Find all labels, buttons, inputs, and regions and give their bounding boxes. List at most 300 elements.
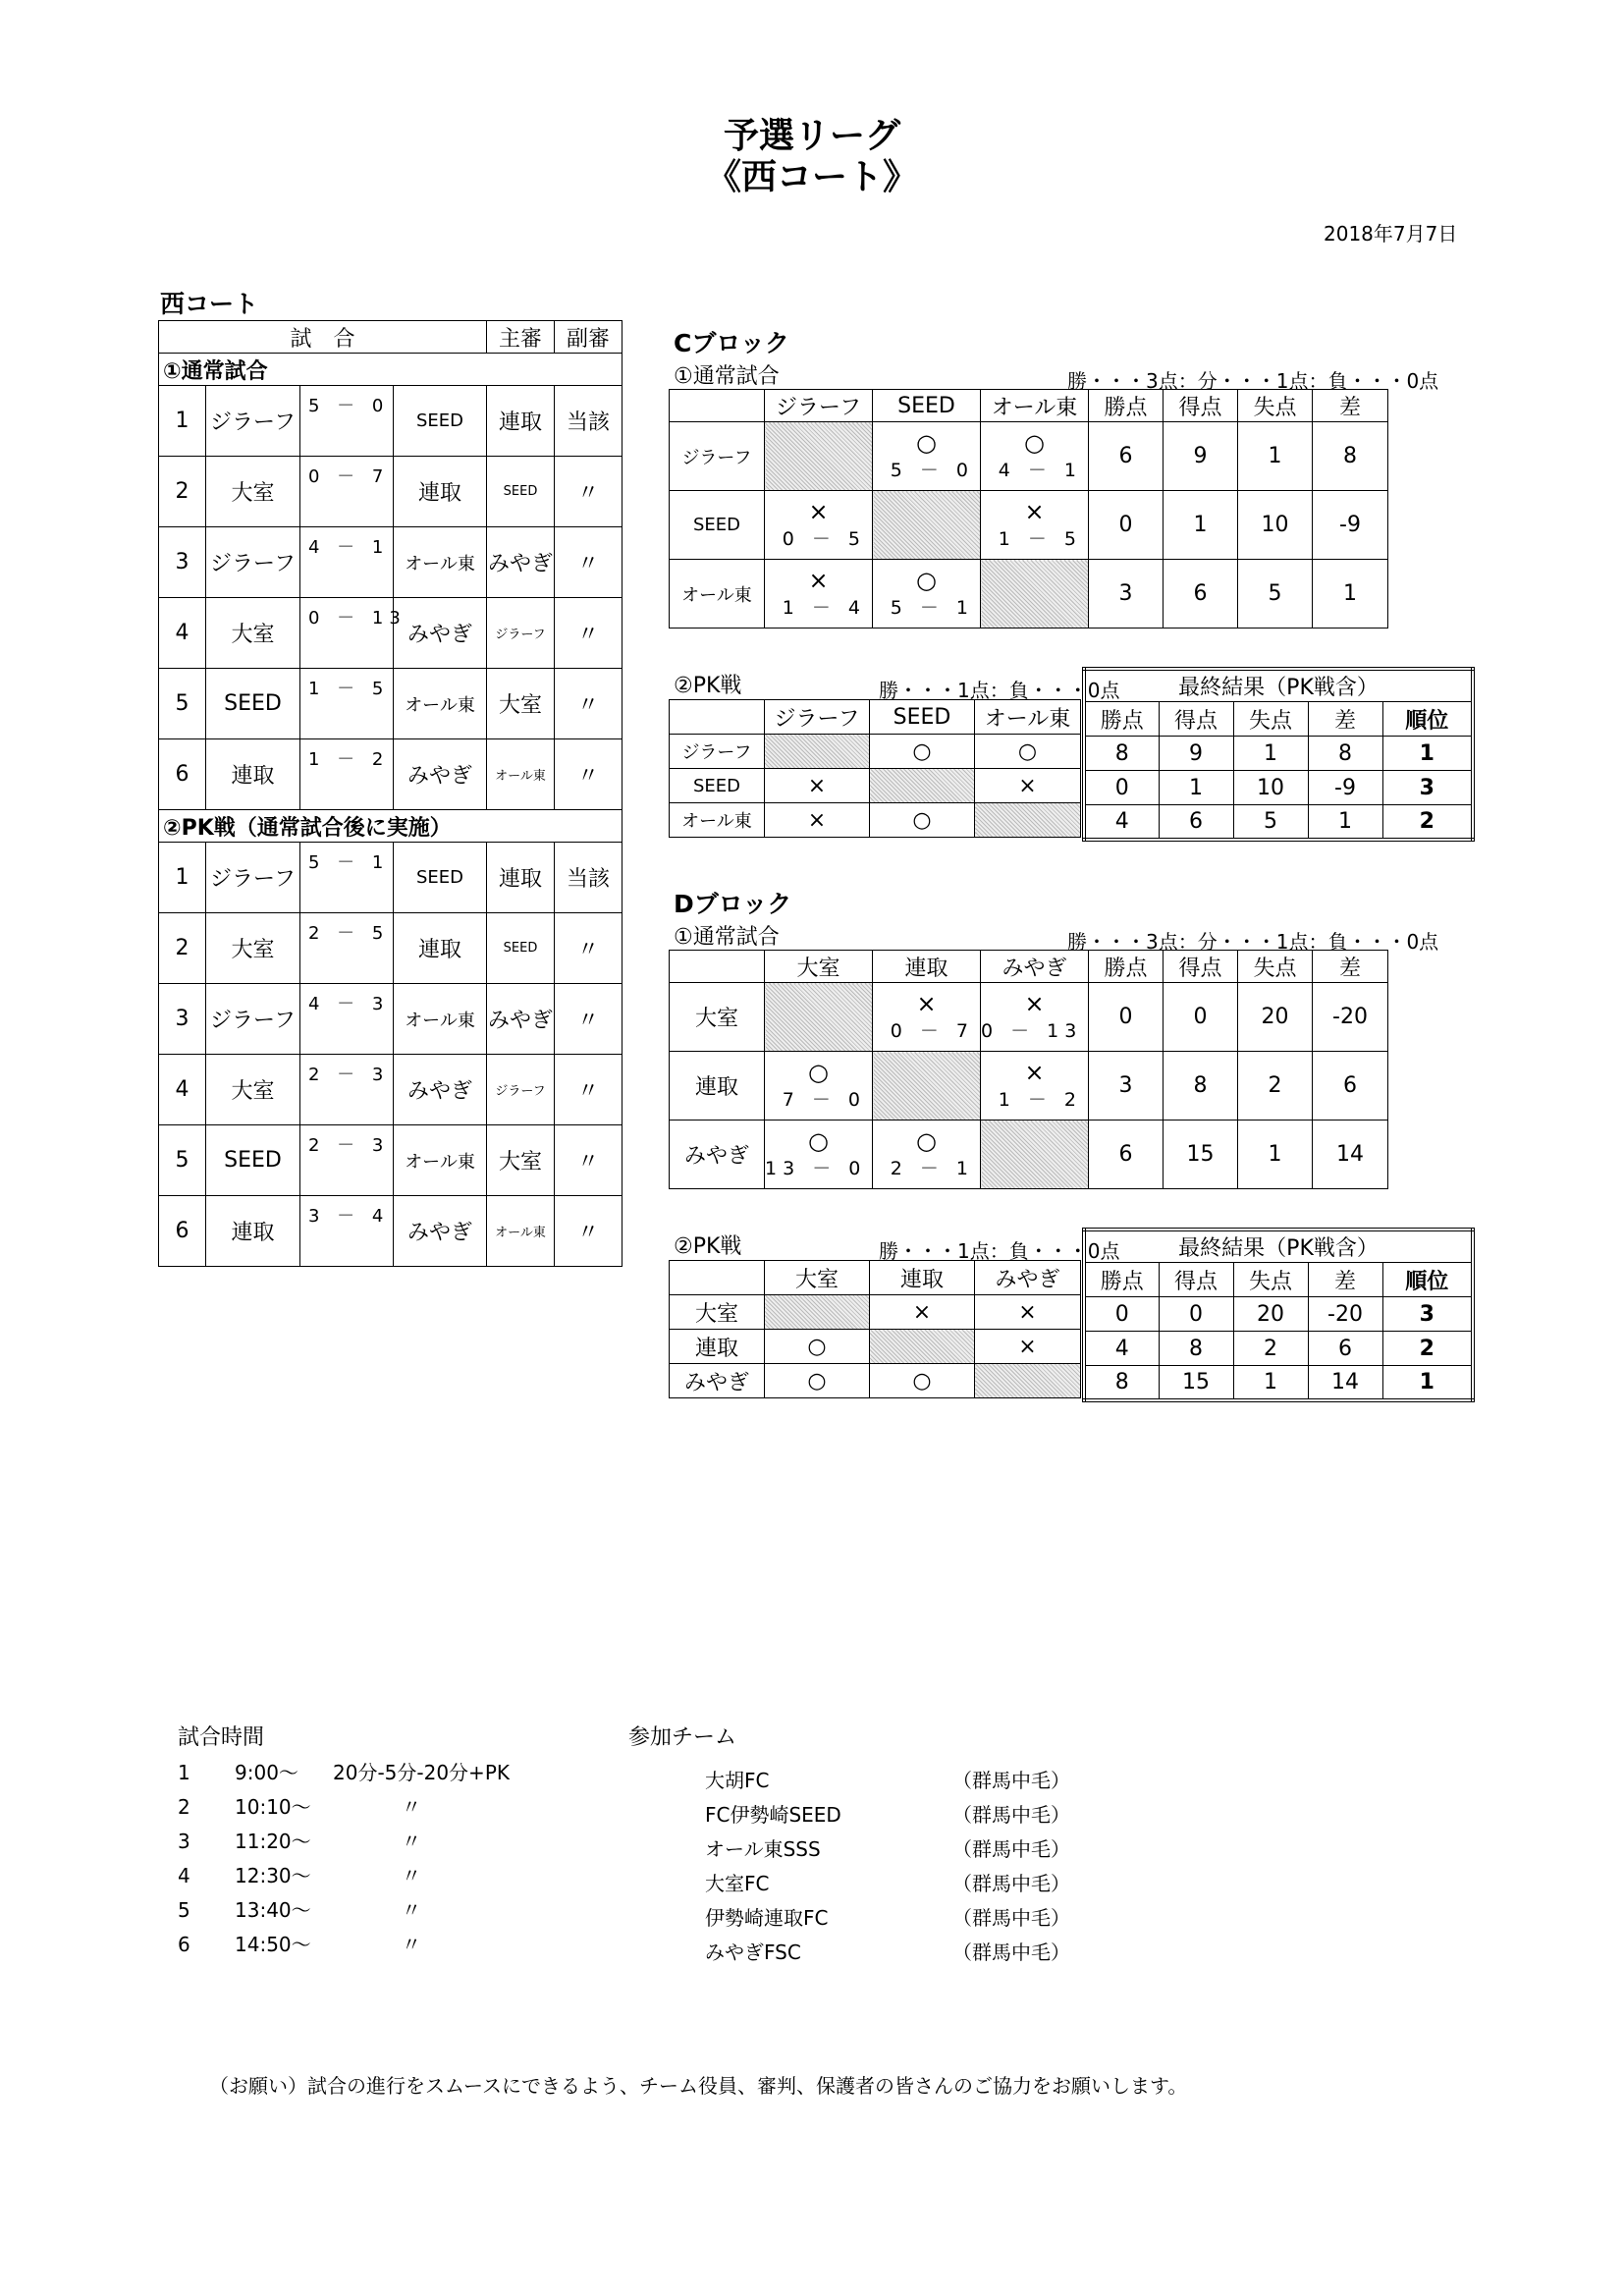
score-text: 5 － 0 (308, 396, 390, 416)
team-row (670, 560, 1388, 629)
home-team: SEED (206, 1125, 300, 1196)
referee: 連取 (487, 843, 555, 913)
document-date: 2018年7月7日 (1324, 222, 1458, 246)
stat-value: 0 (1089, 491, 1164, 560)
away-team: みやぎ (394, 1196, 487, 1267)
participants-heading: 参加チーム (628, 1725, 737, 1750)
page-subtitle: 《西コート》 (705, 157, 918, 197)
self-match-cell (870, 769, 975, 803)
stat-value: 3 (1089, 1052, 1164, 1121)
stat-column-header: 勝点 (1084, 1263, 1159, 1297)
rank-value: 3 (1382, 771, 1473, 805)
home-team: 大室 (206, 598, 300, 669)
result-cell (981, 422, 1089, 491)
result-cell (765, 560, 873, 629)
referee: 連取 (487, 386, 555, 457)
stat-value: 6 (1089, 422, 1164, 491)
stat-value: 2 (1238, 1052, 1313, 1121)
schedule-note: 〃 (402, 1795, 421, 1819)
referee: オール東 (487, 739, 555, 810)
team-row (670, 1121, 1388, 1189)
stat-value: 1 (1233, 1366, 1308, 1400)
match-number: 6 (159, 1196, 206, 1267)
away-team: オール東 (394, 669, 487, 739)
result-mark: ○ (765, 1364, 870, 1398)
assistant-referee: 〃 (555, 1125, 623, 1196)
match-row (159, 1196, 623, 1267)
stat-value: -20 (1313, 983, 1388, 1052)
footer-note: （お願い）試合の進行をスムースにできるよう、チーム役員、審判、保護者の皆さんのご協力をお願いします。 (209, 2074, 1188, 2098)
self-match-cell (975, 803, 1081, 838)
stat-value: 1 (1238, 1121, 1313, 1189)
match-score (300, 669, 394, 739)
result-score: 13 － 0 (765, 1158, 867, 1179)
schedule-number: 1 (178, 1761, 190, 1784)
score-text: 1 － 5 (308, 679, 390, 699)
team-row (670, 1295, 1081, 1330)
assistant-referee: 〃 (555, 457, 623, 527)
team-row (670, 1330, 1081, 1364)
final-result-row (1084, 1297, 1473, 1332)
score-text: 0 － 7 (308, 466, 390, 487)
participant-area: （群馬中毛） (952, 1941, 1070, 1964)
team-column-header: みやぎ (981, 951, 1089, 983)
schedule-row (178, 1859, 590, 1893)
stat-value: 8 (1308, 737, 1382, 771)
result-mark: ○ (916, 567, 937, 594)
stat-value: -9 (1308, 771, 1382, 805)
row-team-name: 連取 (670, 1052, 765, 1121)
home-team: 大室 (206, 913, 300, 984)
stat-value: 14 (1313, 1121, 1388, 1189)
result-mark: × (975, 1330, 1081, 1364)
schedule-row (178, 1893, 590, 1928)
final-result-row (1084, 737, 1473, 771)
pk-points-rule: 勝・・・1点：負・・・0点 (879, 679, 1120, 702)
result-score: 5 － 1 (890, 597, 974, 619)
match-score (300, 1055, 394, 1125)
participant-area: （群馬中毛） (952, 1803, 1070, 1827)
row-team-name: みやぎ (670, 1121, 765, 1189)
assistant-referee-column-header: 副審 (555, 321, 623, 354)
referee: ジラーフ (487, 1055, 555, 1125)
assistant-referee: 〃 (555, 913, 623, 984)
match-score (300, 843, 394, 913)
assistant-referee: 〃 (555, 669, 623, 739)
result-score: 7 － 0 (782, 1089, 866, 1111)
schedule-heading: 試合時間 (178, 1725, 265, 1750)
result-mark: × (1024, 1059, 1045, 1086)
score-text: 4 － 1 (308, 537, 390, 558)
stat-value: 10 (1233, 771, 1308, 805)
match-column-header: 試 合 (159, 321, 487, 354)
normal-points-rule: 勝・・・3点：分・・・1点：負・・・0点 (1067, 369, 1439, 393)
schedule-note: 〃 (402, 1898, 421, 1922)
score-text: 1 － 2 (308, 749, 390, 770)
normal-match-section-label: ①通常試合 (159, 354, 623, 386)
stat-value: 0 (1159, 1297, 1233, 1332)
result-mark: × (765, 803, 870, 838)
row-team-name: SEED (670, 769, 765, 803)
referee: 大室 (487, 669, 555, 739)
pk-points-rule: 勝・・・1点：負・・・0点 (879, 1239, 1120, 1263)
team-column-header: みやぎ (975, 1261, 1081, 1295)
assistant-referee: 〃 (555, 739, 623, 810)
match-number: 5 (159, 1125, 206, 1196)
stat-column-header: 得点 (1159, 1263, 1233, 1297)
team-column-header: SEED (873, 390, 981, 422)
result-score: 0 － 7 (890, 1020, 974, 1042)
match-row (159, 739, 623, 810)
team-row (670, 1052, 1388, 1121)
schedule-number: 5 (178, 1898, 190, 1922)
team-column-header: SEED (870, 700, 975, 735)
stat-value: 6 (1164, 560, 1238, 629)
result-mark: ○ (870, 735, 975, 769)
home-team: SEED (206, 669, 300, 739)
pk-match-section-label: ②PK戦（通常試合後に実施） (159, 810, 623, 843)
final-result-row (1084, 1366, 1473, 1400)
stat-column-header: 差 (1313, 951, 1388, 983)
stat-column-header: 失点 (1238, 390, 1313, 422)
match-number: 1 (159, 843, 206, 913)
score-text: 0 － 13 (308, 608, 406, 629)
stat-column-header: 差 (1308, 1263, 1382, 1297)
referee: ジラーフ (487, 598, 555, 669)
stat-value: 1 (1238, 422, 1313, 491)
final-result-row (1084, 1332, 1473, 1366)
result-cell (765, 1052, 873, 1121)
result-cell (873, 422, 981, 491)
final-result-table (1082, 1228, 1475, 1402)
match-score (300, 386, 394, 457)
stat-column-header: 失点 (1233, 702, 1308, 737)
normal-points-rule: 勝・・・3点：分・・・1点：負・・・0点 (1067, 930, 1439, 954)
table-header-row (670, 700, 1081, 735)
score-text: 2 － 3 (308, 1135, 390, 1156)
match-row (159, 527, 623, 598)
result-mark: ○ (916, 429, 937, 457)
result-mark: ○ (808, 1059, 829, 1086)
table-header-row (1084, 1263, 1473, 1297)
rank-value: 2 (1382, 1332, 1473, 1366)
stat-value: 0 (1164, 983, 1238, 1052)
rank-value: 2 (1382, 805, 1473, 840)
schedule-note: 20分-5分-20分+PK (333, 1761, 510, 1784)
row-team-name: みやぎ (670, 1364, 765, 1398)
final-result-label: 最終結果（PK戦含） (1084, 1230, 1473, 1263)
result-mark: × (808, 498, 829, 525)
self-match-cell (765, 422, 873, 491)
self-match-cell (873, 1052, 981, 1121)
match-row (159, 984, 623, 1055)
normal-match-label: ①通常試合 (674, 364, 780, 389)
team-column-header: 大室 (765, 951, 873, 983)
match-row (159, 913, 623, 984)
self-match-cell (870, 1330, 975, 1364)
rank-value: 3 (1382, 1297, 1473, 1332)
team-row (670, 983, 1388, 1052)
participant-row (705, 1901, 1117, 1936)
result-score: 0 － 5 (782, 528, 866, 550)
participant-team: FC伊勢崎SEED (705, 1803, 841, 1827)
match-row (159, 457, 623, 527)
normal-match-section (159, 354, 623, 386)
assistant-referee: 〃 (555, 527, 623, 598)
referee: SEED (487, 913, 555, 984)
rank-column-header: 順位 (1382, 702, 1473, 737)
participant-row (705, 1832, 1117, 1867)
schedule-row (178, 1928, 590, 1962)
result-cell (765, 491, 873, 560)
result-score: 5 － 0 (890, 460, 974, 481)
rank-value: 1 (1382, 737, 1473, 771)
stat-value: 5 (1233, 805, 1308, 840)
referee: みやぎ (487, 527, 555, 598)
stat-value: -9 (1313, 491, 1388, 560)
stat-value: 6 (1159, 805, 1233, 840)
result-score: 4 － 1 (998, 460, 1082, 481)
away-team: SEED (394, 843, 487, 913)
schedule-time: 14:50～ (235, 1933, 311, 1956)
row-team-name: 連取 (670, 1330, 765, 1364)
corner-cell (670, 700, 765, 735)
stat-column-header: 得点 (1164, 390, 1238, 422)
stat-value: 2 (1233, 1332, 1308, 1366)
match-number: 2 (159, 457, 206, 527)
match-row (159, 1055, 623, 1125)
stat-value: 1 (1233, 737, 1308, 771)
schedule-time: 12:30～ (235, 1864, 311, 1887)
team-row (670, 491, 1388, 560)
result-mark: ○ (765, 1330, 870, 1364)
team-row (670, 735, 1081, 769)
result-cell (981, 1052, 1089, 1121)
pk-match-label: ②PK戦 (674, 1234, 742, 1259)
stat-value: 8 (1084, 737, 1159, 771)
team-row (670, 769, 1081, 803)
schedule-note: 〃 (402, 1864, 421, 1887)
table-header-row (670, 390, 1388, 422)
stat-value: 20 (1238, 983, 1313, 1052)
stat-value: 1 (1313, 560, 1388, 629)
normal-match-label: ①通常試合 (674, 925, 780, 950)
corner-cell (670, 390, 765, 422)
stat-value: 15 (1164, 1121, 1238, 1189)
self-match-cell (765, 1295, 870, 1330)
corner-cell (670, 951, 765, 983)
match-number: 4 (159, 1055, 206, 1125)
away-team: みやぎ (394, 739, 487, 810)
referee: オール東 (487, 1196, 555, 1267)
rank-value: 1 (1382, 1366, 1473, 1400)
participant-area: （群馬中毛） (952, 1872, 1070, 1895)
team-column-header: ジラーフ (765, 700, 870, 735)
participant-team: 大胡FC (705, 1769, 770, 1792)
participant-row (705, 1867, 1117, 1901)
match-score (300, 598, 406, 669)
participant-row (705, 1936, 1117, 1970)
participant-team: みやぎFSC (705, 1941, 801, 1964)
final-result-title-row (1084, 669, 1473, 702)
schedule-time: 10:10～ (235, 1795, 311, 1819)
result-score: 2 － 1 (890, 1158, 974, 1179)
stat-value: 14 (1308, 1366, 1382, 1400)
participant-area: （群馬中毛） (952, 1837, 1070, 1861)
result-mark: × (975, 769, 1081, 803)
stat-value: 9 (1159, 737, 1233, 771)
stat-value: 1 (1159, 771, 1233, 805)
assistant-referee: 当該 (555, 386, 623, 457)
result-mark: × (870, 1295, 975, 1330)
result-score: 1 － 5 (998, 528, 1082, 550)
assistant-referee: 〃 (555, 984, 623, 1055)
result-mark: × (1024, 990, 1045, 1017)
result-cell (873, 1121, 981, 1189)
row-team-name: 大室 (670, 983, 765, 1052)
participant-area: （群馬中毛） (952, 1769, 1070, 1792)
match-number: 2 (159, 913, 206, 984)
participant-team: 伊勢崎連取FC (705, 1906, 829, 1930)
referee-column-header: 主審 (487, 321, 555, 354)
result-mark: × (916, 990, 937, 1017)
score-text: 5 － 1 (308, 852, 390, 873)
stat-value: 9 (1164, 422, 1238, 491)
stat-value: 5 (1238, 560, 1313, 629)
row-team-name: オール東 (670, 560, 765, 629)
self-match-cell (873, 491, 981, 560)
pk-match-label: ②PK戦 (674, 674, 742, 698)
home-team: 連取 (206, 739, 300, 810)
team-column-header: 連取 (873, 951, 981, 983)
match-score (300, 527, 394, 598)
match-row (159, 843, 623, 913)
team-row (670, 803, 1081, 838)
team-column-header: オール東 (981, 390, 1089, 422)
score-text: 2 － 3 (308, 1065, 390, 1085)
self-match-cell (981, 1121, 1089, 1189)
schedule-note: 〃 (402, 1933, 421, 1956)
match-number: 1 (159, 386, 206, 457)
match-row (159, 598, 623, 669)
final-result-row (1084, 805, 1473, 840)
participants-list (705, 1764, 1117, 1970)
row-team-name: オール東 (670, 803, 765, 838)
result-mark: ○ (870, 1364, 975, 1398)
stat-column-header: 差 (1308, 702, 1382, 737)
stat-value: 0 (1084, 1297, 1159, 1332)
result-mark: ○ (975, 735, 1081, 769)
assistant-referee: 当該 (555, 843, 623, 913)
row-team-name: 大室 (670, 1295, 765, 1330)
participant-row (705, 1764, 1117, 1798)
self-match-cell (765, 735, 870, 769)
final-result-title-row (1084, 1230, 1473, 1263)
pk-match-section (159, 810, 623, 843)
result-score: 1 － 4 (782, 597, 866, 619)
self-match-cell (765, 983, 873, 1052)
stat-value: 15 (1159, 1366, 1233, 1400)
schedule-row (178, 1756, 590, 1790)
result-cell (981, 983, 1089, 1052)
participant-area: （群馬中毛） (952, 1906, 1070, 1930)
stat-value: 8 (1159, 1332, 1233, 1366)
table-header-row (670, 951, 1388, 983)
result-cell (765, 1121, 873, 1189)
referee: SEED (487, 457, 555, 527)
stat-value: 20 (1233, 1297, 1308, 1332)
match-row (159, 669, 623, 739)
away-team: みやぎ (394, 1055, 487, 1125)
stat-value: 0 (1089, 983, 1164, 1052)
schedule-time: 11:20～ (235, 1830, 311, 1853)
schedule-number: 3 (178, 1830, 190, 1853)
result-score: 0 － 13 (981, 1020, 1083, 1042)
match-score (300, 1125, 394, 1196)
corner-cell (670, 1261, 765, 1295)
schedule-time: 13:40～ (235, 1898, 311, 1922)
stat-value: 8 (1164, 1052, 1238, 1121)
match-row (159, 386, 623, 457)
stat-value: 4 (1084, 1332, 1159, 1366)
stat-column-header: 失点 (1233, 1263, 1308, 1297)
home-team: 大室 (206, 1055, 300, 1125)
schedule-header-row (159, 321, 623, 354)
team-column-header: 連取 (870, 1261, 975, 1295)
schedule-number: 2 (178, 1795, 190, 1819)
stat-column-header: 勝点 (1089, 951, 1164, 983)
stat-value: 8 (1084, 1366, 1159, 1400)
result-mark: ○ (916, 1127, 937, 1155)
stat-value: 0 (1084, 771, 1159, 805)
result-score: 1 － 2 (998, 1089, 1082, 1111)
away-team: みやぎ (394, 598, 487, 669)
stat-value: 6 (1089, 1121, 1164, 1189)
score-text: 2 － 5 (308, 923, 390, 944)
match-score (300, 1196, 394, 1267)
match-schedule-table (158, 320, 623, 1267)
match-number: 4 (159, 598, 206, 669)
home-team: 大室 (206, 457, 300, 527)
stat-value: 1 (1308, 805, 1382, 840)
block-heading: Dブロック (674, 890, 792, 918)
participant-row (705, 1798, 1117, 1832)
away-team: SEED (394, 386, 487, 457)
stat-value: 8 (1313, 422, 1388, 491)
schedule-row (178, 1825, 590, 1859)
match-score (300, 739, 394, 810)
stat-value: 1 (1164, 491, 1238, 560)
team-column-header: 大室 (765, 1261, 870, 1295)
team-column-header: ジラーフ (765, 390, 873, 422)
row-team-name: ジラーフ (670, 735, 765, 769)
result-cell (981, 491, 1089, 560)
result-mark: × (975, 1295, 1081, 1330)
away-team: オール東 (394, 527, 487, 598)
stat-column-header: 失点 (1238, 951, 1313, 983)
stat-column-header: 勝点 (1084, 702, 1159, 737)
self-match-cell (981, 560, 1089, 629)
schedule-time: 9:00～ (235, 1761, 298, 1784)
assistant-referee: 〃 (555, 598, 623, 669)
stat-value: 3 (1089, 560, 1164, 629)
stat-column-header: 得点 (1164, 951, 1238, 983)
result-cell (873, 983, 981, 1052)
stat-column-header: 差 (1313, 390, 1388, 422)
match-row (159, 1125, 623, 1196)
normal-match-table (669, 389, 1388, 629)
result-mark: × (808, 567, 829, 594)
